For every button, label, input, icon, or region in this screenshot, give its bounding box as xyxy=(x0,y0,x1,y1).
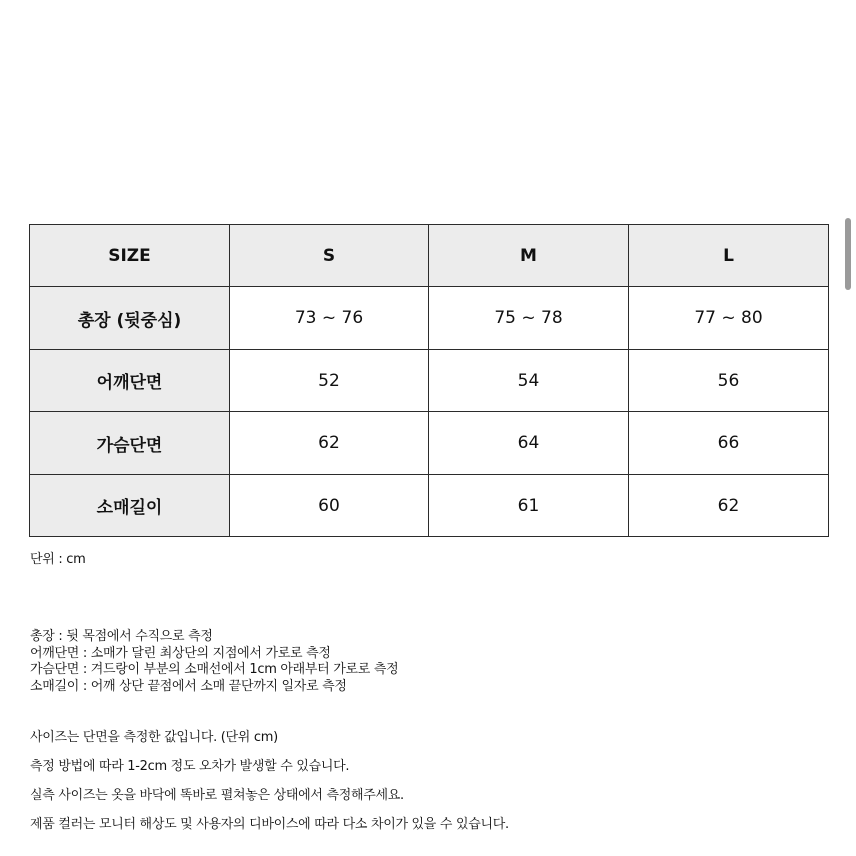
table-cell: 56 xyxy=(629,350,829,412)
note-item: 사이즈는 단면을 측정한 값입니다. (단위 cm) xyxy=(30,730,278,745)
table-cell: 77 ~ 80 xyxy=(629,287,829,350)
scrollbar[interactable] xyxy=(845,218,851,290)
header-cell-s: S xyxy=(230,225,429,287)
definition-item: 소매길이 : 어깨 상단 끝점에서 소매 끝단까지 일자로 측정 xyxy=(30,678,347,694)
table-cell: 60 xyxy=(230,475,429,537)
table-row xyxy=(30,412,829,475)
row-label: 가슴단면 xyxy=(30,412,230,475)
header-cell-m: M xyxy=(429,225,629,287)
size-notes xyxy=(30,729,509,845)
table-row xyxy=(30,350,829,412)
row-label: 소매길이 xyxy=(30,475,230,537)
row-label: 총장 (뒷중심) xyxy=(30,287,230,350)
table-cell: 73 ~ 76 xyxy=(230,287,429,350)
measurement-definitions xyxy=(30,629,398,695)
definition-item: 어깨단면 : 소매가 달린 최상단의 지점에서 가로로 측정 xyxy=(30,645,331,661)
note-item: 실측 사이즈는 옷을 바닥에 똑바로 펼쳐놓은 상태에서 측정해주세요. xyxy=(30,788,404,803)
table-cell: 64 xyxy=(429,412,629,475)
table-header-row xyxy=(30,225,829,287)
definition-item: 총장 : 뒷 목점에서 수직으로 측정 xyxy=(30,629,213,644)
header-cell-size: SIZE xyxy=(30,225,230,287)
table-cell: 62 xyxy=(629,475,829,537)
table-cell: 52 xyxy=(230,350,429,412)
table-cell: 62 xyxy=(230,412,429,475)
row-label: 어깨단면 xyxy=(30,350,230,412)
header-cell-l: L xyxy=(629,225,829,287)
note-item: 제품 컬러는 모니터 해상도 및 사용자의 디바이스에 따라 다소 차이가 있을 수 있습니다. xyxy=(30,817,509,832)
table-row xyxy=(30,475,829,537)
table-cell: 54 xyxy=(429,350,629,412)
table-cell: 61 xyxy=(429,475,629,537)
definition-item: 가슴단면 : 겨드랑이 부분의 소매선에서 1cm 아래부터 가로로 측정 xyxy=(30,662,399,677)
table-cell: 66 xyxy=(629,412,829,475)
note-item: 측정 방법에 따라 1-2cm 정도 오차가 발생할 수 있습니다. xyxy=(30,759,350,774)
table-cell: 75 ~ 78 xyxy=(429,287,629,350)
size-chart-table xyxy=(29,224,829,537)
unit-note: 단위 : cm xyxy=(30,552,86,567)
table-row xyxy=(30,287,829,350)
